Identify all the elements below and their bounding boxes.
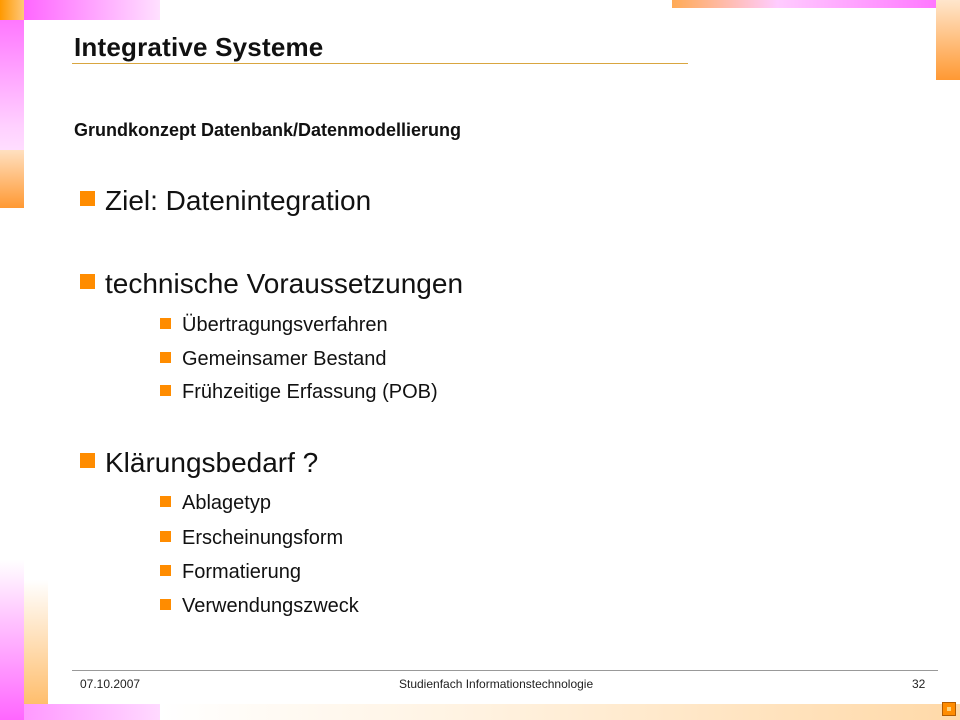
sub-bullet-text: Ablagetyp xyxy=(182,492,271,514)
footer-divider xyxy=(72,670,938,671)
slide-subtitle: Grundkonzept Datenbank/Datenmodellierung xyxy=(74,120,462,140)
bottom-orange-bar xyxy=(160,704,960,720)
sub-bullet-item xyxy=(160,527,343,550)
sub-bullet-square-icon xyxy=(160,385,171,396)
sub-bullet-square-icon xyxy=(160,352,171,363)
bullet-text: Klärungsbedarf ? xyxy=(105,447,319,478)
sub-bullet-item xyxy=(160,348,387,371)
sub-bullet-text: Übertragungsverfahren xyxy=(182,314,388,336)
sub-bullet-item xyxy=(160,381,438,404)
sub-bullet-item xyxy=(160,595,359,618)
sub-bullet-item xyxy=(160,492,271,515)
sub-bullet-square-icon xyxy=(160,496,171,507)
bullet-item xyxy=(80,447,318,479)
left-bottom-orange-gradient xyxy=(24,580,48,710)
bullet-item xyxy=(80,185,371,217)
left-top-orange-gradient xyxy=(0,0,24,20)
sub-bullet-square-icon xyxy=(160,531,171,542)
sub-bullet-square-icon xyxy=(160,318,171,329)
bullet-square-icon xyxy=(80,274,95,289)
bullet-item xyxy=(80,268,463,300)
bullet-text: technische Voraussetzungen xyxy=(105,268,464,299)
top-left-pink-bar xyxy=(24,0,160,20)
sub-bullet-text: Verwendungszweck xyxy=(182,595,359,617)
bullet-square-icon xyxy=(80,191,95,206)
sub-bullet-text: Frühzeitige Erfassung (POB) xyxy=(182,381,438,403)
title-underline xyxy=(72,63,688,64)
sub-bullet-text: Formatierung xyxy=(182,561,301,583)
sub-bullet-square-icon xyxy=(160,565,171,576)
footer-page-number: 32 xyxy=(912,677,926,691)
sub-bullet-text: Erscheinungsform xyxy=(182,527,344,549)
footer-course: Studienfach Informationstechnologie xyxy=(399,677,594,691)
sub-bullet-square-icon xyxy=(160,599,171,610)
sub-bullet-text: Gemeinsamer Bestand xyxy=(182,348,387,370)
top-right-gradient-bar xyxy=(672,0,936,8)
left-bottom-pink-gradient xyxy=(0,560,24,720)
right-top-orange-gradient xyxy=(936,0,960,80)
footer-date: 07.10.2007 xyxy=(80,677,141,691)
left-orange-strip xyxy=(0,150,24,208)
sub-bullet-item xyxy=(160,314,388,337)
bottom-pink-bar xyxy=(24,704,160,720)
slide-title: Integrative Systeme xyxy=(74,32,324,62)
bullet-text: Ziel: Datenintegration xyxy=(105,185,372,216)
sub-bullet-item xyxy=(160,561,301,584)
bullet-square-icon xyxy=(80,453,95,468)
slide-nav-button-icon[interactable] xyxy=(942,702,956,716)
